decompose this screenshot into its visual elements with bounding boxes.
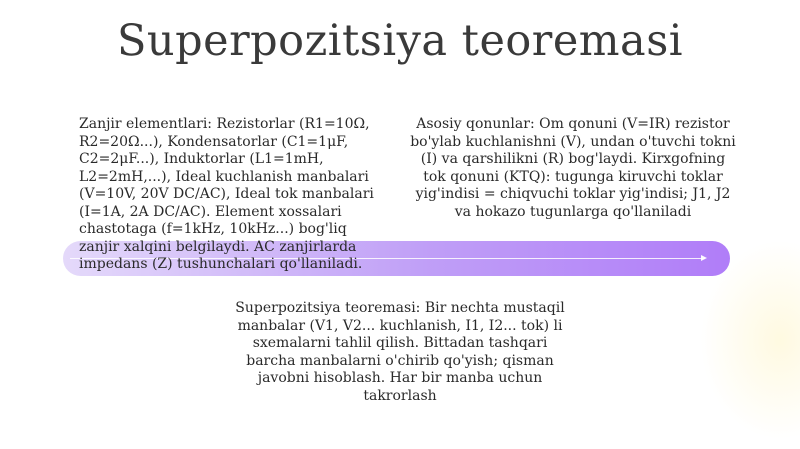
text-block-bottom: Superpozitsiya teoremasi: Bir nechta mustaqil manbalar (V1, V2... kuchlanish, I1, I2... tok) li sxemalarni tahlil qilish. Bittadan tashqari barcha manbalarni o'chirib qo'yish; qisman javobni hisoblash. Har bir manba uchun takrorlash: [235, 300, 565, 404]
text-block-right: Asosiy qonunlar: Om qonuni (V=IR) rezistor bo'ylab kuchlanishni (V), undan o'tuvchi tokni (I) va qarshilikni (R) bog'laydi. Kirxgofning tok qonuni (KTQ): tugunga kiruvchi toklar yig'indisi = chiqvuchi toklar yig'indisi; J1, J2 va hokazo tugunlarga qo'llaniladi: [410, 116, 736, 220]
text-block-left: Zanjir elementlari: Rezistorlar (R1=10Ω, R2=20Ω...), Kondensatorlar (C1=1μF, C2=2μF...), Induktorlar (L1=1mH, L2=2mH,...), Ideal kuchlanish manbalari (V=10V, 20V DC/AC), Ideal tok manbalari (I=1A, 2A DC/AC). Element xossalari chastotaga (f=1kHz, 10kHz...) bog'liq zanjir xalqini belgilaydi. AC zanjirlarda impedans (Z) tushunchalari qo'llaniladi.: [79, 116, 374, 272]
slide-title: Superpozitsiya teoremasi: [116, 16, 684, 66]
